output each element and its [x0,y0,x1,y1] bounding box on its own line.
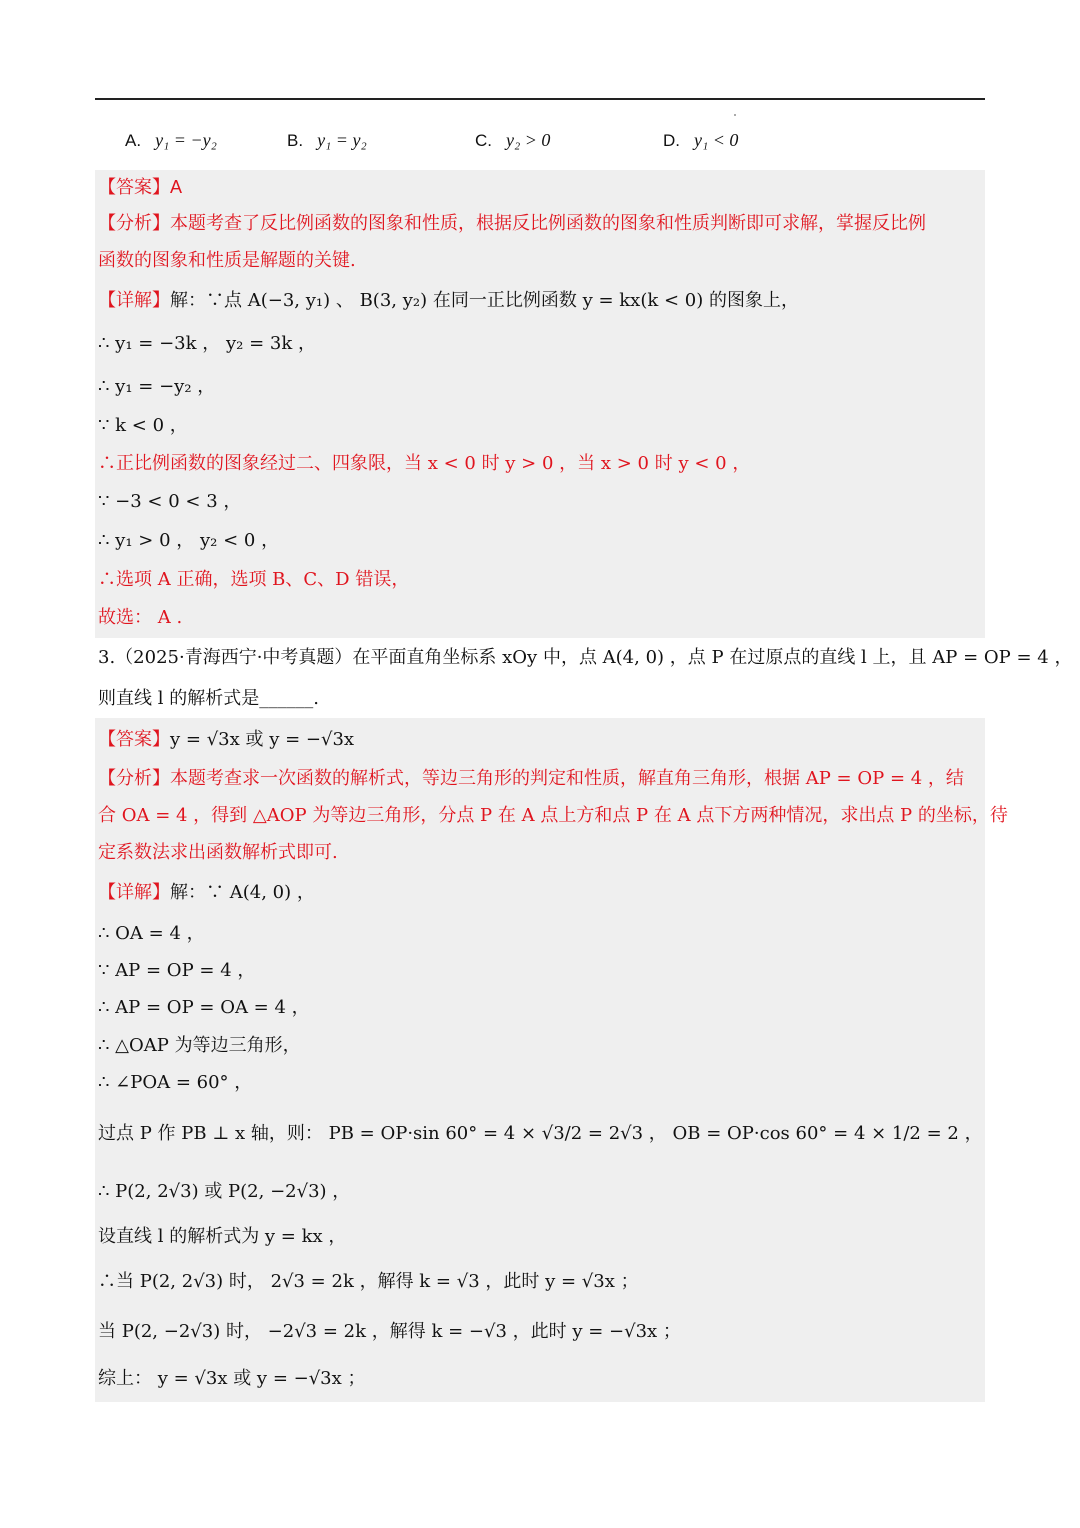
option-label: D. [663,131,680,150]
q3-step: ∴ AP = OP = OA = 4 ， [98,997,310,1018]
q3-step: ∵ AP = OP = 4 ， [98,960,256,981]
option-label: C. [475,131,492,150]
q2-step: ∴ y₁ = −3k ， y₂ = 3k ， [98,333,316,354]
q2-analysis-1: 【分析】本题考查了反比例函数的图象和性质，根据反比例函数的图象和性质判断即可求解，掌握反比例 [98,213,926,234]
option-math: y₁ = y₂ [317,130,367,150]
q3-step: 过点 P 作 PB ⊥ x 轴，则： PB = OP·sin 60° = 4 × √3/2 = 2√3 ， OB = OP·cos 60° = 4 × 1/2 = 2 ， [98,1123,983,1144]
option-a [125,130,217,151]
q3-step: ∴ P(2, 2√3) 或 P(2, −2√3) ， [98,1181,351,1202]
q3-stem-2: 则直线 l 的解析式是______. [98,688,319,709]
q3-step: ∴ △OAP 为等边三角形， [98,1035,301,1056]
q3-step: ∴当 P(2, 2√3) 时， 2√3 = 2k ，解得 k = √3 ，此时 y = √3x ； [98,1271,639,1292]
option-math: y₂ > 0 [506,130,551,150]
answer-options [0,130,1080,160]
option-c [475,130,550,151]
option-math: y₁ < 0 [694,130,739,150]
q2-detail-intro: 【详解】解：∵点 A(−3, y₁) 、 B(3, y₂) 在同一正比例函数 y = kx(k < 0) 的图象上， [98,290,799,311]
q2-step: ∴ y₁ = −y₂ ， [98,376,216,397]
option-b [287,130,367,151]
q3-stem-1: 3.（2025·青海西宁·中考真题）在平面直角坐标系 xOy 中，点 A(4, 0) ，点 P 在过原点的直线 l 上，且 AP = OP = 4 ， [98,647,1073,668]
q3-step: ∴ OA = 4 ， [98,923,205,944]
option-d [663,130,738,151]
q3-analysis-1: 【分析】本题考查求一次函数的解析式，等边三角形的判定和性质，解直角三角形，根据 AP = OP = 4 ，结 [98,768,964,789]
q3-analysis-2: 合 OA = 4 ，得到 △AOP 为等边三角形，分点 P 在 A 点上方和点 P 在 A 点下方两种情况，求出点 P 的坐标，待 [98,805,1008,826]
q2-step: ∴ y₁ > 0 ， y₂ < 0 ， [98,530,280,551]
option-math: y₁ = −y₂ [155,130,217,150]
q2-step: ∴正比例函数的图象经过二、四象限，当 x < 0 时 y > 0 ，当 x > 0 时 y < 0 ， [98,453,751,474]
q3-analysis-3: 定系数法求出函数解析式即可. [98,842,338,863]
q3-step: 综上： y = √3x 或 y = −√3x ； [98,1368,366,1389]
option-label: B. [287,131,304,150]
q2-step: ∴选项 A 正确，选项 B、C、D 错误， [98,569,410,590]
q2-step: ∵ −3 < 0 < 3 ， [98,491,242,512]
option-label: A. [125,131,142,150]
header-rule [95,98,985,100]
q2-step: 故选： A . [98,607,183,628]
q2-step: ∵ k < 0 ， [98,415,188,436]
speck [734,114,736,116]
q2-answer: 【答案】A [98,177,183,198]
q3-step: 设直线 l 的解析式为 y = kx ， [98,1226,347,1247]
q3-step: 当 P(2, −2√3) 时， −2√3 = 2k ，解得 k = −√3 ，此时 y = −√3x ； [98,1321,681,1342]
q3-detail-intro: 【详解】解：∵ A(4, 0) ， [98,882,315,903]
q2-analysis-2: 函数的图象和性质是解题的关键. [98,250,356,271]
q3-answer: 【答案】y = √3x 或 y = −√3x [98,729,355,750]
q3-step: ∴ ∠POA = 60° ， [98,1072,253,1093]
